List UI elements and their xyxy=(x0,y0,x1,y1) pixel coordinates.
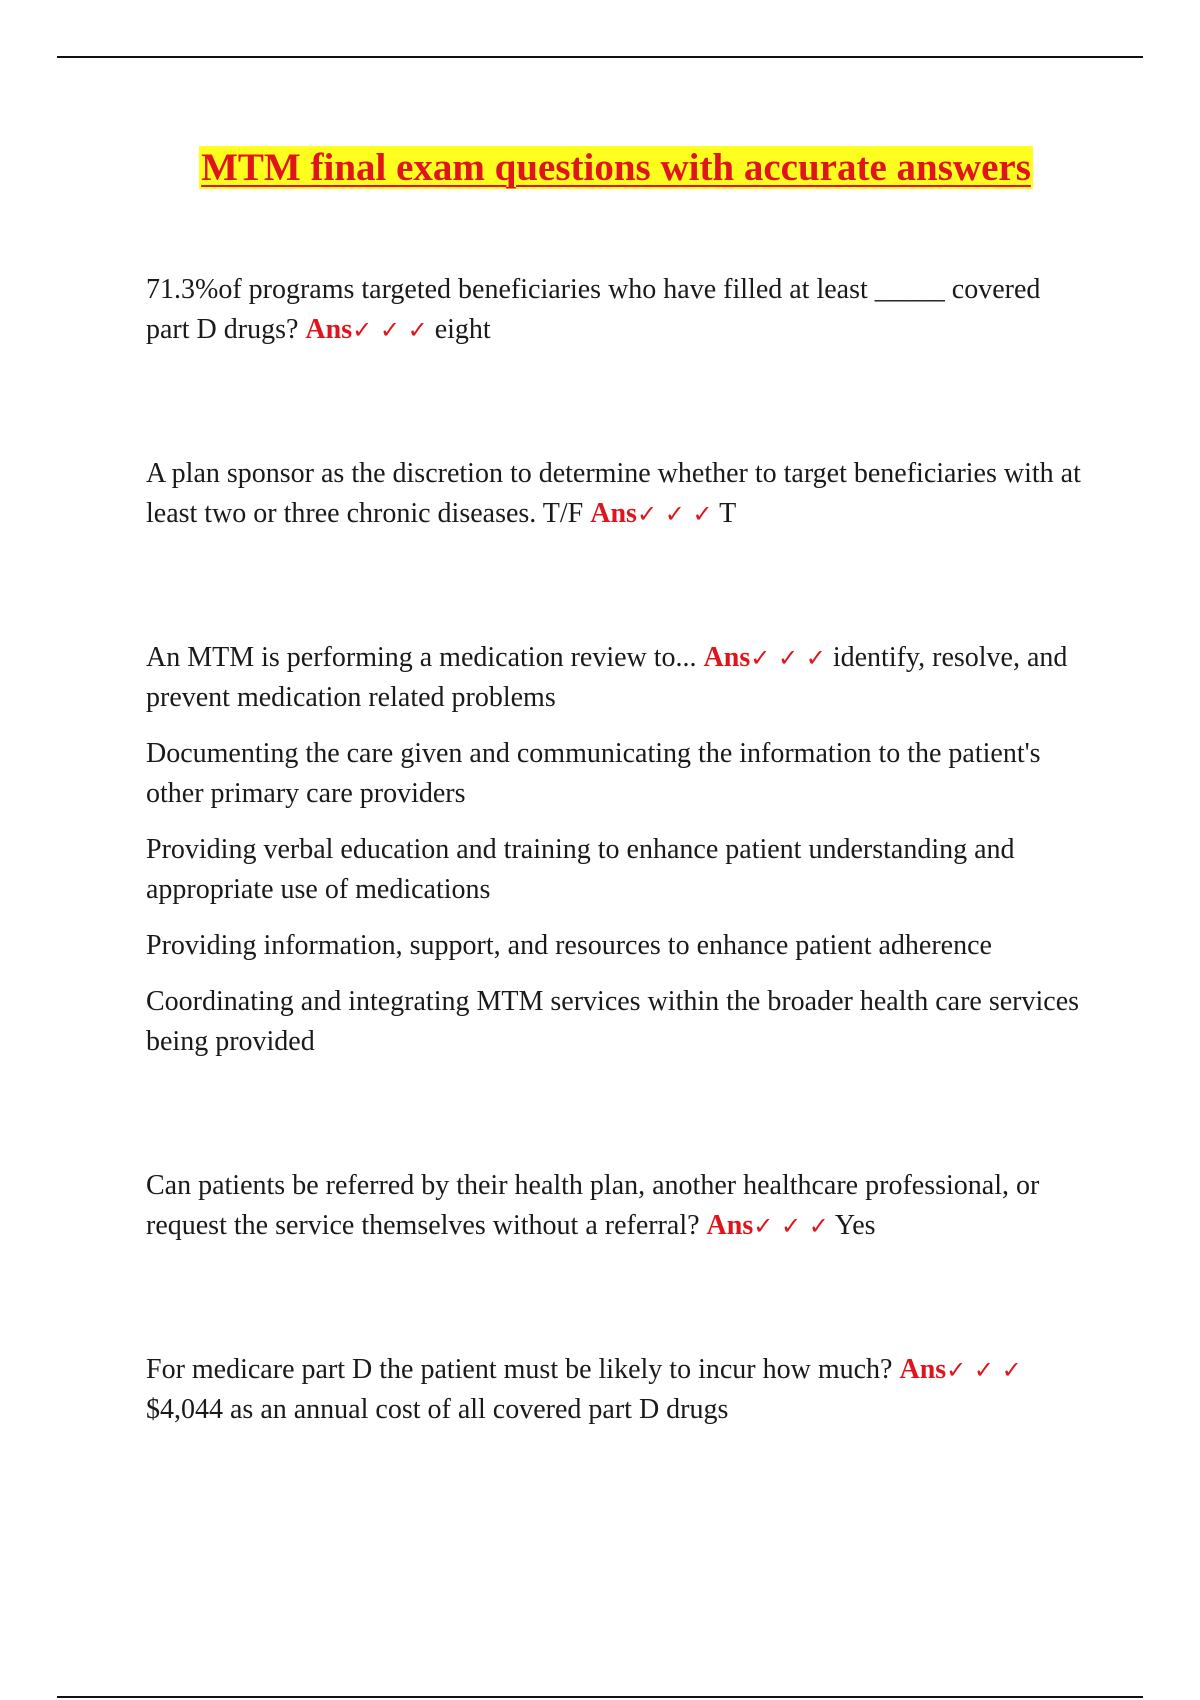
answer-marker: Ans xyxy=(590,498,637,529)
qa-item xyxy=(146,638,1086,718)
answer-line: Providing verbal education and training to enhance patient understanding and appropriate use of medications xyxy=(146,834,1015,905)
answer-text: $4,044 as an annual cost of all covered part D drugs xyxy=(146,1394,729,1425)
document-title xyxy=(146,140,1086,196)
bottom-rule xyxy=(57,1696,1143,1698)
answer-text: identify, resolve, and prevent medication related problems xyxy=(146,642,1068,713)
check-marks-icon: ✓ ✓ ✓ xyxy=(636,500,713,528)
top-rule xyxy=(57,56,1143,58)
qa-content xyxy=(146,270,1086,1446)
check-marks-icon: ✓ ✓ ✓ xyxy=(352,316,428,344)
answer-text: Yes xyxy=(834,1210,876,1241)
title-text: MTM final exam questions with accurate answers xyxy=(201,146,1031,189)
answer-text: eight xyxy=(434,314,491,345)
answer-line: Providing information, support, and resources to enhance patient adherence xyxy=(146,930,992,961)
answer-line: Documenting the care given and communicating the information to the patient's other primary care providers xyxy=(146,738,1041,809)
qa-item xyxy=(146,1166,1086,1246)
qa-item xyxy=(146,270,1086,350)
question-text: For medicare part D the patient must be likely to incur how much? xyxy=(146,1354,893,1385)
answer-marker: Ans xyxy=(305,314,353,345)
question-text: Can patients be referred by their health plan, another healthcare professional, or request the service themselves without a referral? xyxy=(146,1170,1040,1241)
check-marks-icon: ✓ ✓ ✓ xyxy=(750,644,826,672)
check-marks-icon: ✓ ✓ ✓ xyxy=(946,1356,1022,1384)
qa-item xyxy=(146,1350,1086,1430)
question-text: 71.3%of programs targeted beneficiaries who have filled at least _____ covered part D drugs? xyxy=(146,274,1041,345)
answer-marker: Ans xyxy=(899,1354,947,1385)
answer-marker: Ans xyxy=(706,1210,754,1241)
answer-line: Coordinating and integrating MTM services within the broader health care services being provided xyxy=(146,986,1080,1057)
answer-marker: Ans xyxy=(703,642,751,673)
check-marks-icon: ✓ ✓ ✓ xyxy=(753,1212,829,1240)
answer-text: T xyxy=(719,498,737,529)
question-text: An MTM is performing a medication review to... xyxy=(146,642,697,673)
qa-item xyxy=(146,454,1086,534)
question-text: A plan sponsor as the discretion to determine whether to target beneficiaries with at least two or three chronic diseases. T/F xyxy=(146,458,1081,529)
